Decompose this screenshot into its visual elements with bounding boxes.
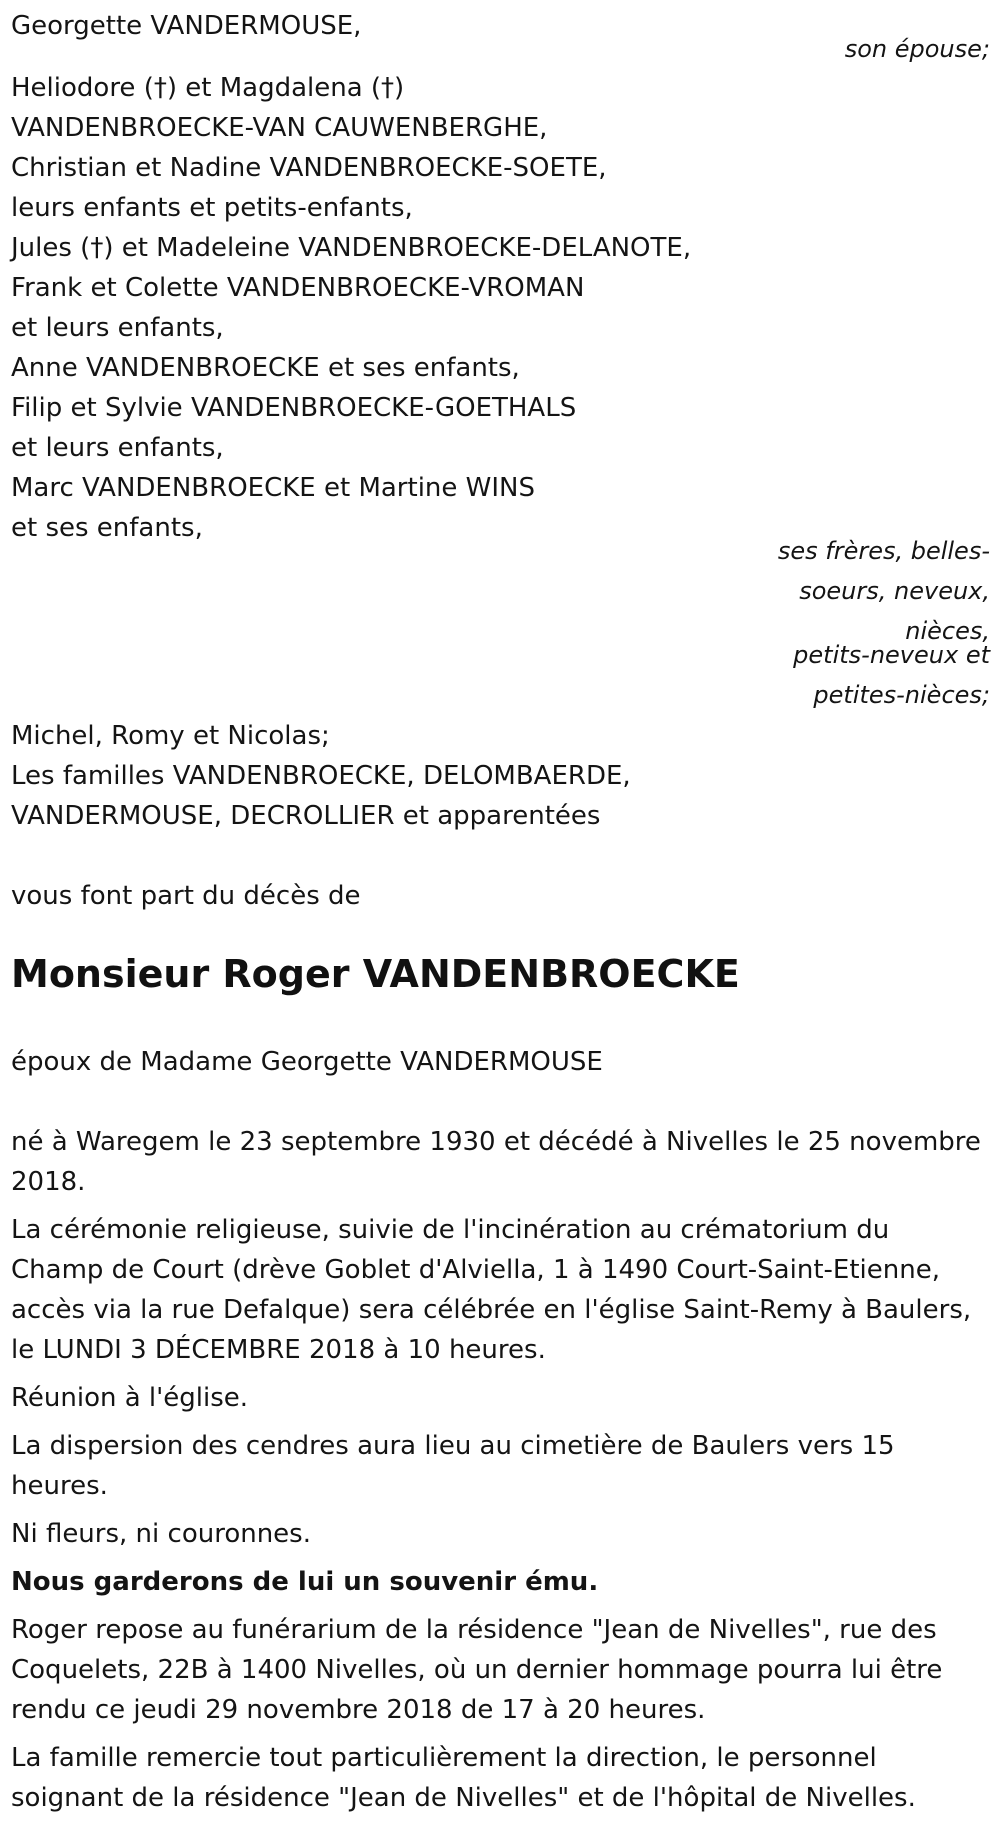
other-family-line: VANDERMOUSE, DECROLLIER et apparentées: [11, 801, 601, 831]
relation-siblings-line: ses frères, belles-: [777, 537, 990, 565]
family-line: Frank et Colette VANDENBROECKE-VROMAN: [11, 273, 585, 303]
deceased-name: Monsieur Roger VANDENBROECKE: [11, 952, 740, 996]
family-line: Christian et Nadine VANDENBROECKE-SOETE,: [11, 153, 607, 183]
no-flowers-line: Ni fleurs, ni couronnes.: [11, 1519, 311, 1549]
relation-siblings-line: petites-nièces;: [813, 681, 990, 709]
ceremony-line: Champ de Court (drève Goblet d'Alviella, 1 à 1490 Court-Saint-Etienne,: [11, 1255, 940, 1285]
family-line: Jules (†) et Madeleine VANDENBROECKE-DELANOTE,: [11, 233, 692, 263]
birth-death-line: 2018.: [11, 1167, 86, 1197]
relation-siblings-line: petits-neveux et: [793, 641, 990, 669]
ceremony-line: le LUNDI 3 DÉCEMBRE 2018 à 10 heures.: [11, 1335, 546, 1365]
thanks-line: soignant de la résidence "Jean de Nivelles" et de l'hôpital de Nivelles.: [11, 1783, 916, 1813]
ceremony-line: La cérémonie religieuse, suivie de l'incinération au crématorium du: [11, 1215, 890, 1245]
relation-siblings-line: nièces,: [905, 617, 990, 645]
family-line: Filip et Sylvie VANDENBROECKE-GOETHALS: [11, 393, 577, 423]
relation-spouse: son épouse;: [844, 35, 990, 63]
relation-siblings-line: soeurs, neveux,: [799, 577, 990, 605]
birth-death-line: né à Waregem le 23 septembre 1930 et décédé à Nivelles le 25 novembre: [11, 1127, 981, 1157]
other-family-line: Michel, Romy et Nicolas;: [11, 721, 330, 751]
funeral-home-line: Coquelets, 22B à 1400 Nivelles, où un dernier hommage pourra lui être: [11, 1655, 943, 1685]
meeting-line: Réunion à l'église.: [11, 1383, 249, 1413]
family-line: et ses enfants,: [11, 513, 203, 543]
family-line: VANDENBROECKE-VAN CAUWENBERGHE,: [11, 113, 548, 143]
announcement: vous font part du décès de: [11, 881, 361, 911]
ashes-line: heures.: [11, 1471, 108, 1501]
other-family-line: Les familles VANDENBROECKE, DELOMBAERDE,: [11, 761, 631, 791]
family-line: et leurs enfants,: [11, 433, 224, 463]
family-line: Anne VANDENBROECKE et ses enfants,: [11, 353, 520, 383]
spouse-line: époux de Madame Georgette VANDERMOUSE: [11, 1047, 603, 1077]
funeral-home-line: Roger repose au funérarium de la résidence "Jean de Nivelles", rue des: [11, 1615, 937, 1645]
thanks-line: La famille remercie tout particulièrement la direction, le personnel: [11, 1743, 877, 1773]
ceremony-line: accès via la rue Defalque) sera célébrée en l'église Saint-Remy à Baulers,: [11, 1295, 972, 1325]
ashes-line: La dispersion des cendres aura lieu au cimetière de Baulers vers 15: [11, 1431, 895, 1461]
family-line: Heliodore (†) et Magdalena (†): [11, 73, 405, 103]
family-line: et leurs enfants,: [11, 313, 224, 343]
family-line: Marc VANDENBROECKE et Martine WINS: [11, 473, 535, 503]
family-line: Georgette VANDERMOUSE,: [11, 11, 362, 41]
family-line: leurs enfants et petits-enfants,: [11, 193, 413, 223]
memory-line: Nous garderons de lui un souvenir ému.: [11, 1567, 599, 1597]
funeral-home-line: rendu ce jeudi 29 novembre 2018 de 17 à 20 heures.: [11, 1695, 706, 1725]
